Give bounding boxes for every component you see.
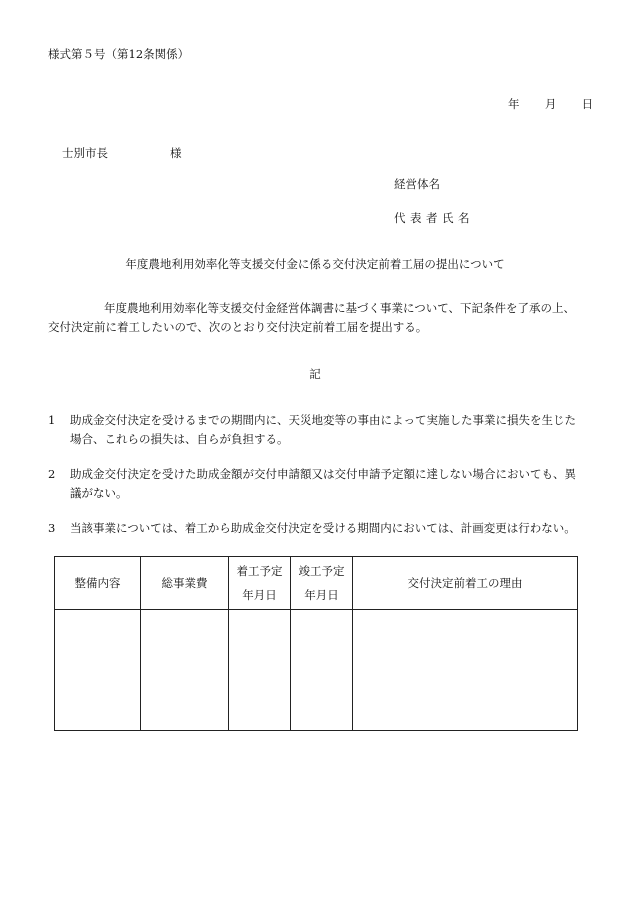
date-year-label: 年 xyxy=(508,97,520,111)
cell-total-cost[interactable] xyxy=(141,610,229,731)
condition-text: 当該事業については、着工から助成金交付決定を受ける期間内においては、計画変更は行わない。 xyxy=(70,521,576,535)
document-title: 年度農地利用効率化等支援交付金に係る交付決定前着工届の提出について xyxy=(125,257,505,271)
condition-text: 助成金交付決定を受けるまでの期間内に、天災地変等の事由によって実施した事業に損失を生じた場合、これらの損失は、自らが負担する。 xyxy=(70,413,576,446)
addressee-title: 士別市長 xyxy=(62,146,108,160)
condition-number: 1 xyxy=(48,413,56,427)
cell-start-date[interactable] xyxy=(229,610,291,731)
cell-completion-date[interactable] xyxy=(291,610,353,731)
condition-item xyxy=(48,465,582,503)
col-header-reason: 交付決定前着工の理由 xyxy=(353,557,578,610)
condition-item xyxy=(48,411,582,449)
condition-number: 2 xyxy=(48,467,56,481)
col-header-total-cost: 総事業費 xyxy=(141,557,229,610)
conditions-list xyxy=(48,411,582,554)
col-header-start-line1: 着工予定 xyxy=(236,564,283,578)
cell-content[interactable] xyxy=(55,610,141,731)
addressee-honorific: 様 xyxy=(170,146,182,160)
addressee xyxy=(62,145,182,161)
cell-reason[interactable] xyxy=(353,610,578,731)
col-header-completion-line1: 竣工予定 xyxy=(298,564,345,578)
date-line xyxy=(508,96,593,112)
condition-number: 3 xyxy=(48,521,56,535)
representative-name-label: 代表者氏名 xyxy=(394,211,474,225)
col-header-content: 整備内容 xyxy=(55,557,141,610)
col-header-start-date xyxy=(229,557,291,610)
construction-plan-table xyxy=(54,556,578,731)
col-header-completion-date xyxy=(291,557,353,610)
condition-text: 助成金交付決定を受けた助成金額が交付申請額又は交付申請予定額に達しない場合においても、異議がない。 xyxy=(70,467,576,500)
condition-item xyxy=(48,519,582,538)
date-day-label: 日 xyxy=(581,97,594,111)
business-name-label: 経営体名 xyxy=(394,177,440,191)
date-month-label: 月 xyxy=(544,97,557,111)
table-header-row xyxy=(55,557,578,610)
table-row xyxy=(55,610,578,731)
form-number: 様式第５号（第12条関係） xyxy=(48,47,190,61)
col-header-start-line2: 年月日 xyxy=(242,588,277,602)
col-header-completion-line2: 年月日 xyxy=(304,588,339,602)
document-body: 年度農地利用効率化等支援交付金経営体調書に基づく事業について、下記条件を了承の上、交付決定前に着工したいので、次のとおり交付決定前着工届を提出する。 xyxy=(48,301,576,334)
record-mark: 記 xyxy=(309,367,321,381)
